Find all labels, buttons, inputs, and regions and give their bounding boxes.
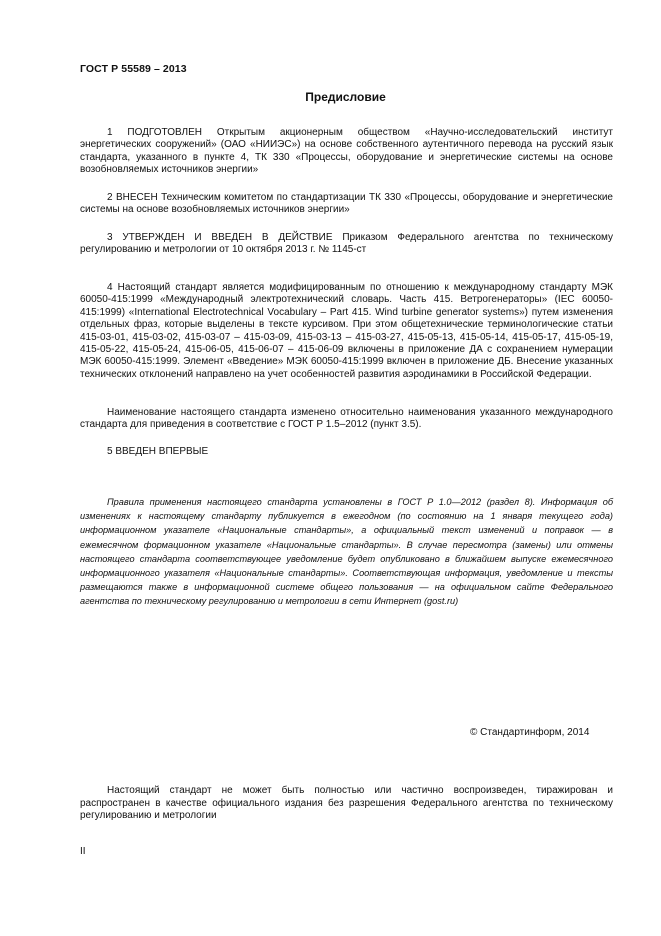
standard-code: ГОСТ Р 55589 – 2013 bbox=[80, 63, 187, 75]
paragraph-2-introduced: 2 ВНЕСЕН Техническим комитетом по стандартизации ТК 330 «Процессы, оборудование и энергетические системы на основе возобновляемых источников энергии» bbox=[80, 192, 613, 216]
paragraph-1-prepared: 1 ПОДГОТОВЛЕН Открытым акционерным обществом «Научно-исследовательский институт энергетических сооружений» (ОАО «НИИЭС») на основе собственного аутентичного перевода на русский язык стандарта, указанного в пункте 4, ТК 330 «Процессы, оборудование и энергетические системы на основе возобновляемых источников энергии» bbox=[80, 127, 613, 176]
page-title-text: Предисловие bbox=[305, 90, 386, 104]
application-rules-notice: Правила применения настоящего стандарта установлены в ГОСТ Р 1.0—2012 (раздел 8). Информация об изменениях к настоящему стандарту публикуется в ежегодном (по состоянию на 1 января текущего года) информационном указателе «Национальные стандарты», а официальный текст изменений и поправок — в ежемесячном формационном указателе «Национальные стандарты». В случае пересмотра (замены) или отмены настоящего стандарта соответствующее уведомление будет опубликовано в ближайшем выпуске ежемесячного информационного указателя «Национальные стандарты». Соответствующая информация, уведомление и тексты размещаются также в информационной системе общего пользования — на официальном сайте Федерального агентства по техническому регулированию и метрологии в сети Интернет (gost.ru) bbox=[80, 497, 613, 607]
page-number: II bbox=[80, 846, 86, 857]
page-title bbox=[0, 90, 661, 104]
reproduction-notice: Настоящий стандарт не может быть полностью или частично воспроизведен, тиражирован и распространен в качестве официального издания без разрешения Федерального агентства по техническому регулированию и метрологии bbox=[80, 785, 613, 822]
copyright-line: © Стандартинформ, 2014 bbox=[470, 727, 590, 738]
paragraph-5-first-introduced: 5 ВВЕДЕН ВПЕРВЫЕ bbox=[107, 446, 209, 457]
paragraph-3-approved: 3 УТВЕРЖДЕН И ВВЕДЕН В ДЕЙСТВИЕ Приказом Федерального агентства по техническому регулированию и метрологии от 10 октября 2013 г. № 1145-ст bbox=[80, 232, 613, 256]
paragraph-4-name-change: Наименование настоящего стандарта изменено относительно наименования указанного международного стандарта для приведения в соответствие с ГОСТ Р 1.5–2012 (пункт 3.5). bbox=[80, 407, 613, 431]
paragraph-4-modification: 4 Настоящий стандарт является модифицированным по отношению к международному стандарту МЭК 60050-415:1999 «Международный электротехнический словарь. Часть 415. Ветрогенераторы» (IEC 60050-415:1999) «International Electrotechnical Vocabulary – Part 415. Wind turbine generator systems») путем изменения отдельных фраз, которые выделены в тексте курсивом. При этом общетехнические терминологические статьи 415-03-01, 415-03-02, 415-03-07 – 415-03-09, 415-03-13 – 415-03-27, 415-05-13, 415-05-14, 415-05-17, 415-05-19, 415-05-22, 415-05-24, 415-06-05, 415-06-07 – 415-06-09 включены в приложение ДА с сохранением нумерации МЭК 60050-415:1999. Элемент «Введение» МЭК 60050-415:1999 включен в приложение ДБ. Внесение указанных технических отклонений направлено на учет особенностей развития аэродинамики в Российской Федерации. bbox=[80, 282, 613, 380]
